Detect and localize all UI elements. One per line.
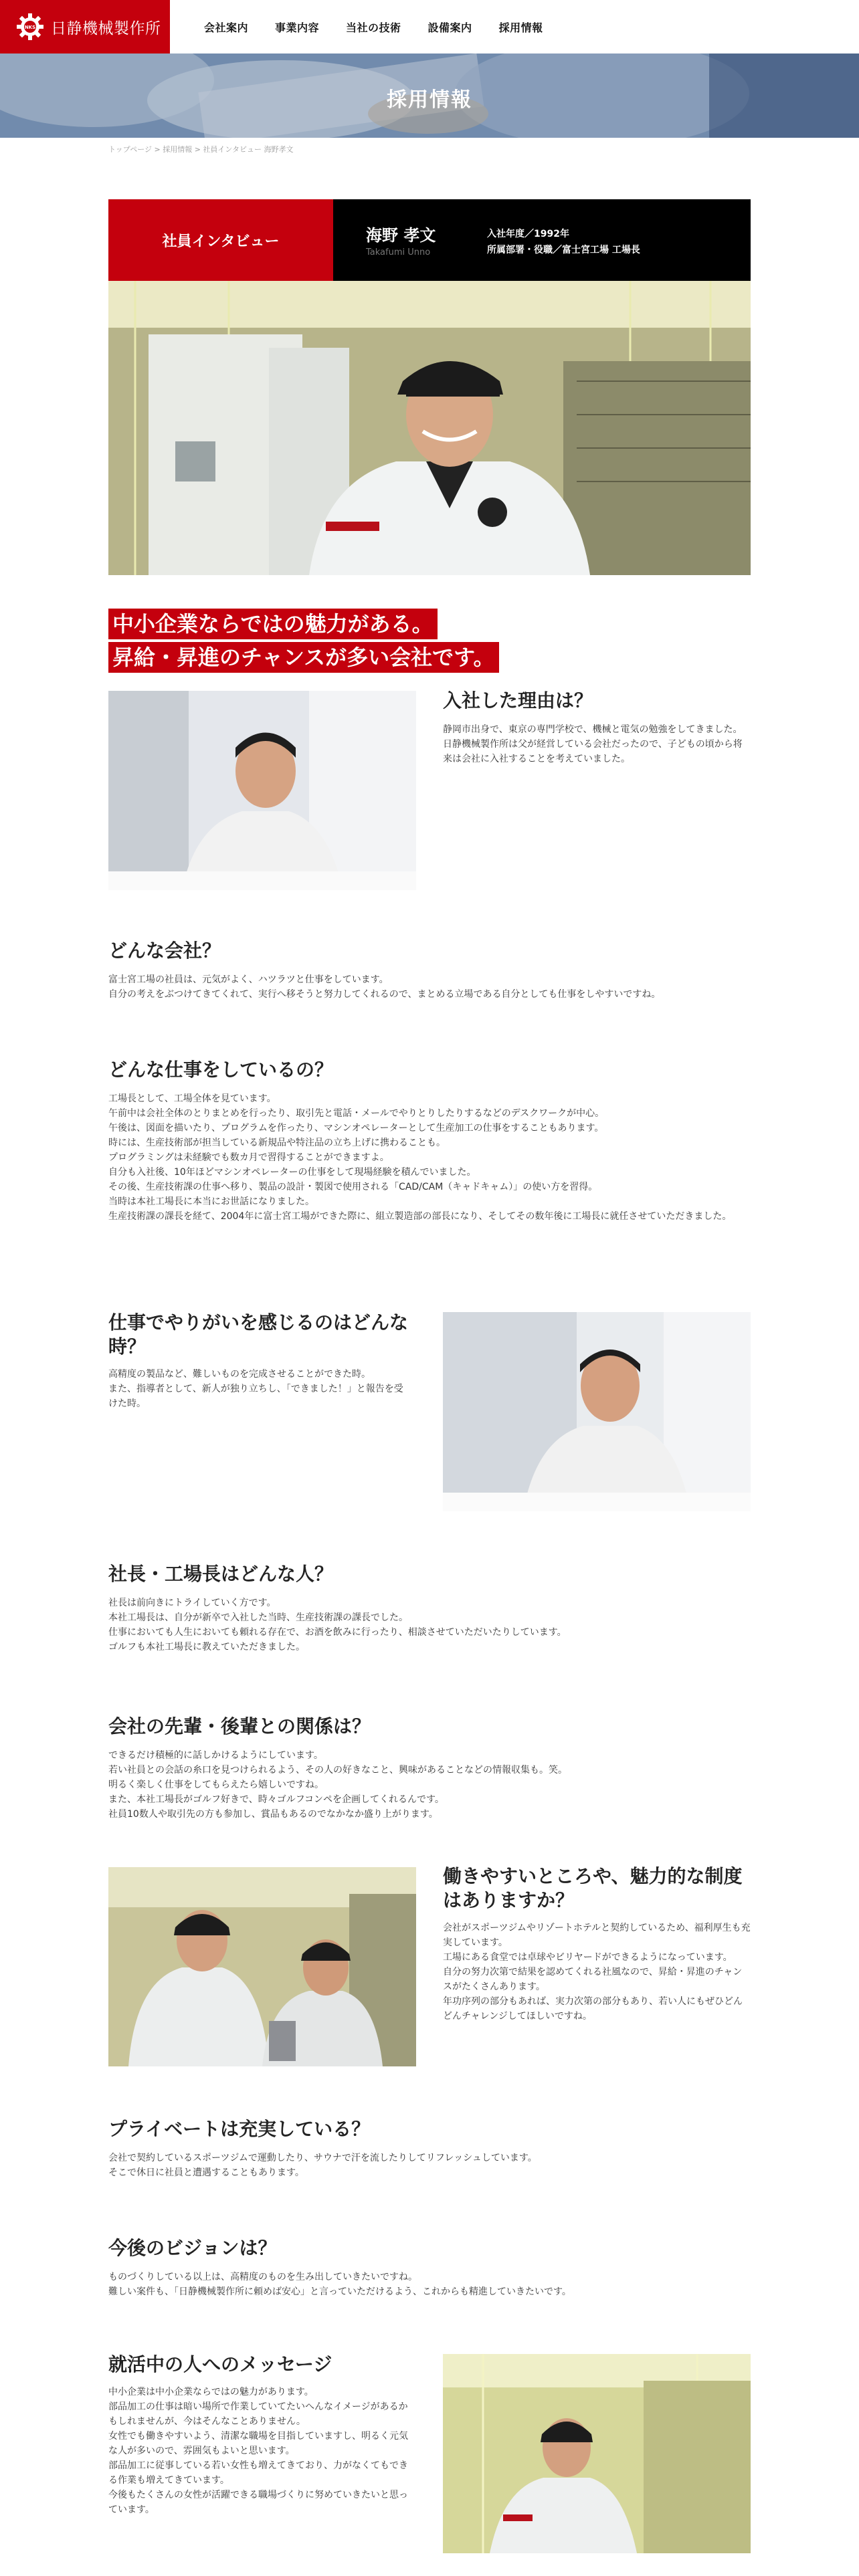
answer-line: 自分の努力次第で結果を認めてくれる社風なので、昇給・昇進のチャンスがたくさんあります。 bbox=[443, 1967, 743, 1992]
nav-company[interactable]: 会社案内 bbox=[204, 21, 249, 34]
answer-2 bbox=[108, 972, 751, 1002]
answer-line: 中小企業は中小企業ならではの魅力があります。 bbox=[108, 2387, 314, 2397]
question-3: どんな仕事をしているの？ bbox=[108, 1059, 334, 1081]
answer-line: できるだけ積極的に話しかけるようにしています。 bbox=[108, 1750, 323, 1761]
answer-line: 難しい案件も、「日静機械製作所に頼めば安心」と言っていただけるよう、これからも精進していきたいです。 bbox=[108, 2286, 571, 2297]
photo-factory bbox=[108, 1867, 416, 2066]
answer-line: 女性でも働きやすいよう、清潔な職場を目指していますし、明るく元気な人が多いので、雰囲気もよいと思います。 bbox=[108, 2431, 408, 2456]
answer-line: 当時は本社工場長に本当にお世話になりました。 bbox=[108, 1196, 314, 1207]
answer-line: プログラミングは未経験でも数カ月で習得することができますよ。 bbox=[108, 1152, 389, 1163]
answer-4 bbox=[108, 1367, 409, 1411]
question-10: 就活中の人へのメッセージ bbox=[108, 2353, 332, 2375]
answer-line: 部品加工の仕事は暗い場所で作業していてたいへんなイメージがあるかもしれませんが、今はそんなことありません。 bbox=[108, 2401, 408, 2427]
interview-header bbox=[108, 199, 751, 281]
join-year: 入社年度／1992年 bbox=[487, 229, 569, 239]
hero-banner bbox=[0, 53, 859, 138]
question-2: どんな会社？ bbox=[108, 940, 221, 962]
answer-6 bbox=[108, 1748, 751, 1822]
nav-facilities[interactable]: 設備案内 bbox=[427, 21, 472, 34]
logo[interactable] bbox=[0, 0, 170, 53]
breadcrumb[interactable]: トップページ > 採用情報 > 社員インタビュー 海野孝文 bbox=[108, 145, 294, 154]
answer-line: 年功序列の部分もあれば、実力次第の部分もあり、若い人にもぜひどんどんチャレンジしてほしいですね。 bbox=[443, 1996, 743, 2022]
question-8: プライベートは充実している？ bbox=[108, 2118, 371, 2140]
answer-line: 今後もたくさんの女性が活躍できる職場づくりに努めていきたいと思っています。 bbox=[108, 2490, 408, 2515]
answer-line: また、本社工場長がゴルフ好きで、時々ゴルフコンペを企画してくれるんです。 bbox=[108, 1794, 444, 1805]
interviewee-name: 海野 孝文 bbox=[366, 226, 436, 245]
global-nav bbox=[204, 19, 570, 35]
answer-line: 本社工場長は、自分が新卒で入社した当時、生産技術課の課長でした。 bbox=[108, 1612, 408, 1623]
answer-3 bbox=[108, 1091, 751, 1224]
answer-line: 静岡市出身で、東京の専門学校で、機械と電気の勉強をしてきました。 bbox=[443, 724, 743, 735]
answer-line: 明るく楽しく仕事をしてもらえたら嬉しいですね。 bbox=[108, 1780, 324, 1790]
answer-line: 若い社員との会話の糸口を見つけられるよう、その人の好きなこと、興味があることなどの情報収集も。笑。 bbox=[108, 1765, 567, 1776]
answer-line: 午後は、図面を描いたり、プログラムを作ったり、マシンオペレーターとして生産加工の仕事をすることもあります。 bbox=[108, 1123, 604, 1134]
answer-1 bbox=[443, 722, 751, 766]
answer-line: 時には、生産技術部が担当している新規品や特注品の立ち上げに携わることも。 bbox=[108, 1138, 446, 1148]
answer-line: また、指導者として、新人が独り立ちし、「できました！」と報告を受けた時。 bbox=[108, 1384, 403, 1409]
answer-line: 高精度の製品など、難しいものを完成させることができた時。 bbox=[108, 1369, 371, 1380]
answer-line: 仕事においても人生においても頼れる存在で、お酒を飲みに行ったり、相談させていただいたりしています。 bbox=[108, 1627, 567, 1638]
nav-business[interactable]: 事業内容 bbox=[275, 21, 320, 34]
answer-line: 日静機械製作所は父が経営している会社だったので、子どもの頃から将来は会社に入社することを考えていました。 bbox=[443, 739, 743, 764]
interview-label: 社員インタビュー bbox=[108, 199, 333, 281]
answer-7 bbox=[443, 1921, 751, 2024]
catch-line-1: 中小企業ならではの魅力がある。 bbox=[108, 609, 438, 639]
answer-line: その後、生産技術課の仕事へ移り、製品の設計・製図で使用される「CAD/CAM（キャドキャム）」の使い方を習得。 bbox=[108, 1182, 598, 1192]
nav-recruit[interactable]: 採用情報 bbox=[498, 21, 543, 34]
answer-line: 生産技術課の課長を経て、2004年に富士宮工場ができた際に、組立製造部の部長になり、そしてその数年後に工場長に就任させていただきました。 bbox=[108, 1211, 732, 1222]
interviewee-roman: Takafumi Unno bbox=[366, 247, 431, 257]
answer-line: 自分の考えをぶつけてきてくれて、実行へ移そうと努力してくれるので、まとめる立場である自分としても仕事をしやすいですね。 bbox=[108, 989, 661, 1000]
answer-9 bbox=[108, 2270, 751, 2299]
catch-copy bbox=[108, 609, 499, 675]
logo-text: 日静機械製作所 bbox=[51, 19, 161, 37]
question-9: 今後のビジョンは？ bbox=[108, 2237, 277, 2259]
answer-10 bbox=[108, 2385, 409, 2517]
question-4: 仕事でやりがいを感じるのはどんな時？ bbox=[108, 1311, 409, 1358]
photo-interview-1 bbox=[108, 691, 416, 890]
question-1: 入社した理由は？ bbox=[443, 689, 593, 712]
answer-line: 工場長として、工場全体を見ています。 bbox=[108, 1093, 276, 1104]
answer-line: 会社で契約しているスポーツジムで運動したり、サウナで汗を流したりしてリフレッシュしています。 bbox=[108, 2153, 537, 2163]
answer-line: 富士宮工場の社員は、元気がよく、ハツラツと仕事をしています。 bbox=[108, 974, 389, 985]
question-5: 社長・工場長はどんな人？ bbox=[108, 1563, 334, 1585]
main-photo bbox=[108, 281, 751, 575]
answer-line: 社員10数人や取引先の方も参加し、賞品もあるのでなかなか盛り上がります。 bbox=[108, 1809, 438, 1820]
svg-text:NKS: NKS bbox=[24, 25, 36, 30]
catch-line-2: 昇給・昇進のチャンスが多い会社です。 bbox=[108, 642, 499, 673]
photo-workplace bbox=[443, 2354, 751, 2553]
site-header bbox=[0, 0, 859, 53]
company-logo-icon bbox=[15, 11, 45, 42]
answer-line: 部品加工に従事している若い女性も増えてきており、力がなくてもできる作業も増えてきています。 bbox=[108, 2460, 408, 2486]
answer-8 bbox=[108, 2151, 751, 2180]
answer-line: 工場にある食堂では卓球やビリヤードができるようになっています。 bbox=[443, 1952, 733, 1963]
answer-line: 会社がスポーツジムやリゾートホテルと契約しているため、福利厚生も充実しています。 bbox=[443, 1923, 751, 1948]
answer-line: そこで休日に社員と遭遇することもあります。 bbox=[108, 2167, 304, 2178]
department: 所属部署・役職／富士宮工場 工場長 bbox=[487, 245, 640, 255]
question-7: 働きやすいところや、魅力的な制度はありますか？ bbox=[443, 1865, 743, 1911]
photo-interview-2 bbox=[443, 1312, 751, 1511]
question-6: 会社の先輩・後輩との関係は？ bbox=[108, 1715, 371, 1737]
nav-technology[interactable]: 当社の技術 bbox=[346, 21, 401, 34]
answer-line: 自分も入社後、10年ほどマシンオペレーターの仕事をして現場経験を積んでいました。 bbox=[108, 1167, 476, 1178]
answer-line: ゴルフも本社工場長に教えていただきました。 bbox=[108, 1642, 305, 1652]
answer-5 bbox=[108, 1596, 751, 1654]
answer-line: 社長は前向きにトライしていく方です。 bbox=[108, 1598, 276, 1608]
answer-line: ものづくりしている以上は、高精度のものを生み出していきたいですね。 bbox=[108, 2272, 417, 2282]
page-title: 採用情報 bbox=[387, 88, 472, 112]
answer-line: 午前中は会社全体のとりまとめを行ったり、取引先と電話・メールでやりとりしたりするなどのデスクワークが中心。 bbox=[108, 1108, 605, 1119]
interviewee-info bbox=[487, 226, 640, 258]
